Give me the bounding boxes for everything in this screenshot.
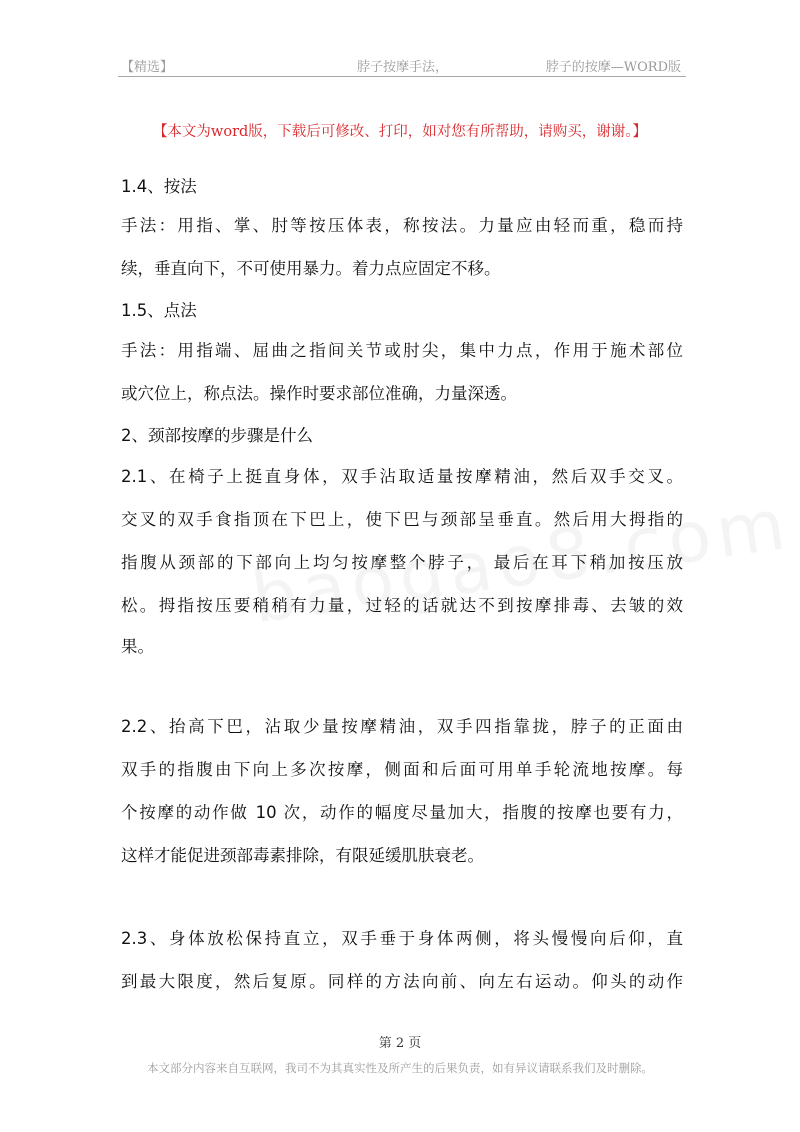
paragraph-line: 手法：用指、掌、肘等按压体表，称按法。力量应由轻而重，稳而持: [121, 216, 683, 235]
paragraph-line: 指腹从颈部的下部向上均匀按摩整个脖子， 最后在耳下稍加按压放: [121, 553, 683, 572]
paragraph-line: 双手的指腹由下向上多次按摩，侧面和后面可用单手轮流地按摩。每: [121, 760, 683, 779]
header-center-title: 脖子按摩手法，: [357, 60, 449, 75]
paragraph-line: 这样才能促进颈部毒素排除，有限延缓肌肤衰老。: [121, 846, 484, 865]
header-right-title: 脖子的按摩—WORD版: [545, 60, 681, 75]
paragraph-line: 2.3、身体放松保持直立，双手垂于身体两侧，将头慢慢向后仰，直: [121, 929, 683, 948]
paragraph-line: 交叉的双手食指顶在下巴上，使下巴与颈部呈垂直。然后用大拇指的: [121, 510, 683, 529]
paragraph-line: 个按摩的动作做 10 次，动作的幅度尽量加大，指腹的按摩也要有力，: [121, 803, 683, 822]
paragraph-line: 续，垂直向下，不可使用暴力。着力点应固定不移。: [121, 259, 501, 278]
page-number: 第 2 页: [378, 1036, 422, 1051]
footer-disclaimer: 本文部分内容来自互联网，我司不为其真实性及所产生的后果负责，如有异议请联系我们及时删除。: [147, 1061, 653, 1075]
section-heading-1-4: 1.4、按法: [121, 177, 197, 196]
paragraph-line: 或穴位上，称点法。操作时要求部位准确，力量深透。: [121, 384, 517, 403]
purchase-notice: 【本文为word版，下载后可修改、打印，如对您有所帮助，请购买，谢谢。】: [152, 124, 648, 140]
article-body: [121, 0, 683, 1000]
section-heading-1-5: 1.5、点法: [121, 301, 197, 320]
header-left-tag: 【精选】: [121, 60, 174, 75]
section-heading-2: 2、颈部按摩的步骤是什么: [121, 426, 313, 445]
paragraph-line: 松。拇指按压要稍稍有力量，过轻的话就达不到按摩排毒、去皱的效: [121, 596, 683, 615]
paragraph-line: 到最大限度，然后复原。同样的方法向前、向左右运动。仰头的动作: [121, 972, 683, 991]
paragraph-line: 手法：用指端、屈曲之指间关节或肘尖，集中力点，作用于施术部位: [121, 341, 683, 360]
paragraph-line: 2.2、抬高下巴，沾取少量按摩精油，双手四指靠拢，脖子的正面由: [121, 717, 683, 736]
paragraph-line: 2.1、在椅子上挺直身体，双手沾取适量按摩精油，然后双手交叉。: [121, 467, 683, 486]
paragraph-line: 果。: [121, 637, 154, 656]
